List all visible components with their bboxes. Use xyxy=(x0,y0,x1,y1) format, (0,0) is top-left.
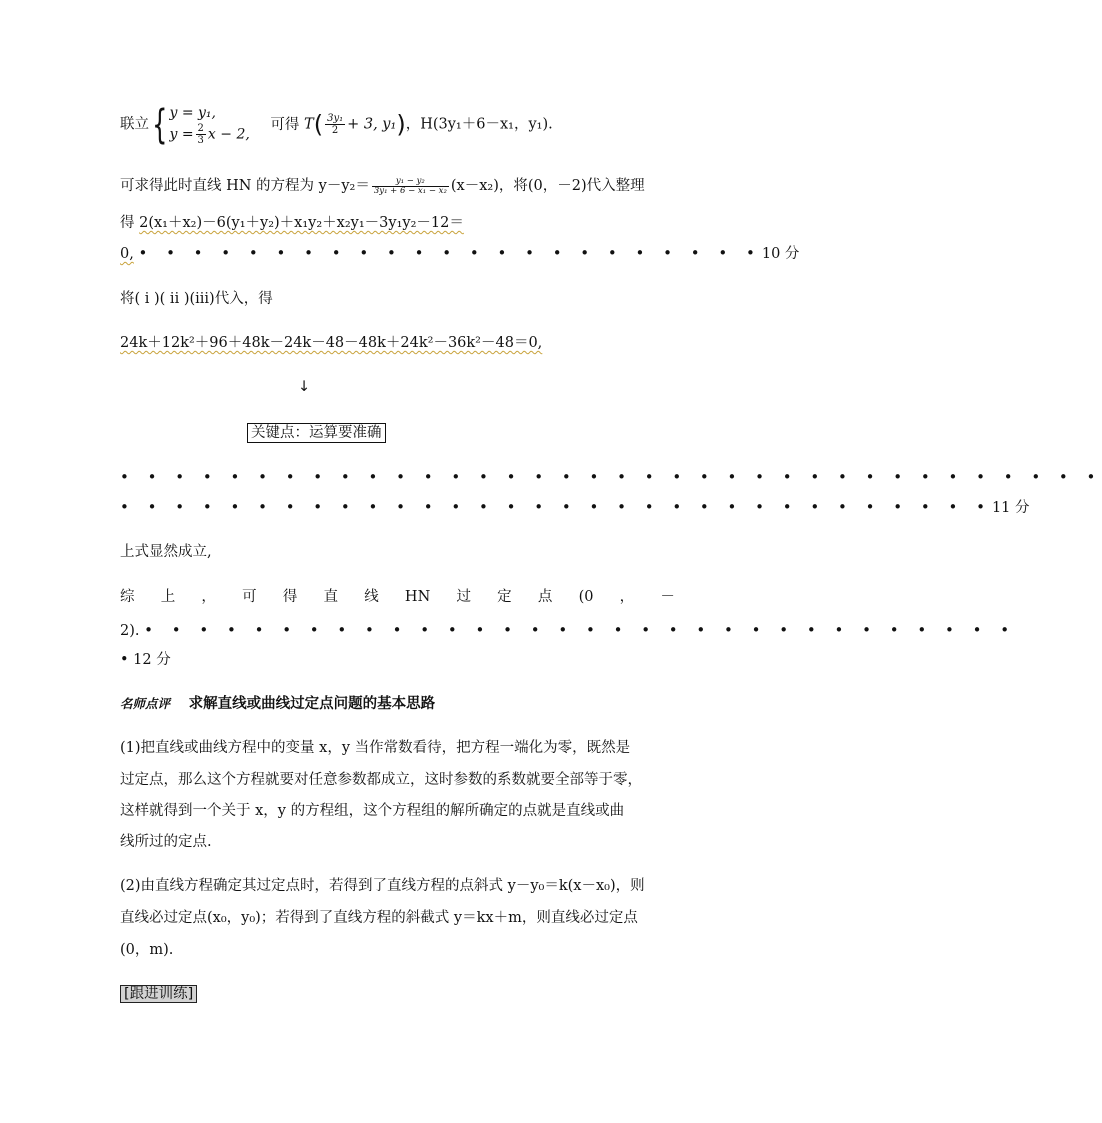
point-T: T xyxy=(304,116,314,133)
summary-word: － xyxy=(660,589,675,605)
right-paren: ) xyxy=(396,110,406,139)
hn-suffix: (x－x₂)，将(0，－2)代入整理 xyxy=(450,178,645,194)
system-line xyxy=(120,103,553,146)
simplified-line xyxy=(120,213,464,233)
summary-word: HN xyxy=(404,589,431,605)
summary-end-line xyxy=(120,620,1016,641)
left-brace: { xyxy=(152,101,168,148)
de-label: 得 xyxy=(120,215,135,231)
point-H: ，H(3y₁＋6－x₁，y₁). xyxy=(405,116,553,133)
dot-leader-3: • • • • • • • • • • • • • • • • • • • • • • • • • • • • • • • • xyxy=(144,621,1017,639)
point-T-rest: + 3, y₁ xyxy=(347,116,397,133)
expanded-equation: 24k＋12k²＋96＋48k－24k－48－48k＋24k²－36k²－48＝0, xyxy=(120,335,543,351)
summary-word: ， xyxy=(619,589,635,605)
summary-end: 2). xyxy=(120,623,140,639)
summary-word: 线 xyxy=(364,589,379,605)
score-11: 11 分 xyxy=(991,500,1030,516)
summary-word: 定 xyxy=(497,589,512,605)
comment-label: 名师点评 xyxy=(120,696,171,711)
para1-line-4: 线所过的定点. xyxy=(120,834,212,850)
dot-leader: • • • • • • • • • • • • • • • • • • • • • • • xyxy=(138,244,762,262)
para2-line-1: (2)由直线方程确定其过定点时，若得到了直线方程的点斜式 y－y₀＝k(x－x₀)，则 xyxy=(120,878,645,894)
hn-prefix: 可求得此时直线 HN 的方程为 y－y₂＝ xyxy=(120,178,370,194)
zero-value: 0, xyxy=(120,246,134,262)
para2-line-2: 直线必过定点(x₀，y₀)；若得到了直线方程的斜截式 y＝kx＋m，则直线必过定点 xyxy=(120,910,638,926)
para1-line-1: (1)把直线或曲线方程中的变量 x，y 当作常数看待，把方程一端化为零，既然是 xyxy=(120,740,631,756)
comment-title: 求解直线或曲线过定点问题的基本思路 xyxy=(188,696,436,712)
dot-leader-line-2: • • • • • • • • • • • • • • • • • • • • • • • • • • • • • • • •11 分 xyxy=(120,498,1030,516)
keypoint-box xyxy=(247,423,386,443)
kede-label: 可得 xyxy=(270,116,300,133)
substitute-line: 将( i )( ii )(iii)代入，得 xyxy=(120,291,273,307)
down-arrow-icon: ↓ xyxy=(298,379,311,395)
hn-fraction: $\frac{\text{y₁ − y₂}}{\text{3y₁ + 6 − x₁ − x₂}}$ xyxy=(373,175,447,196)
summary-word: 点 xyxy=(537,589,553,605)
fraction-T: $\frac{\text{3y₁}}{2}$ xyxy=(327,113,344,136)
score-10: 10 分 xyxy=(761,246,800,262)
comment-heading xyxy=(120,694,435,714)
hn-equation-line xyxy=(120,176,645,196)
summary-word: 得 xyxy=(282,589,298,605)
score-12: • 12 分 xyxy=(120,652,171,668)
expanded-line xyxy=(120,333,542,353)
summary-word: 上 xyxy=(160,589,176,605)
para2-line-3: (0，m). xyxy=(120,942,174,958)
followup-label: [跟进训练] xyxy=(120,985,197,1003)
score-12-line xyxy=(120,650,171,670)
keypoint-text: 关键点：运算要准确 xyxy=(247,423,386,443)
left-paren: ( xyxy=(313,110,324,139)
followup-section xyxy=(120,984,197,1004)
equation-1: y = y₁, xyxy=(169,105,216,121)
equation-system xyxy=(169,103,249,146)
dot-leader-line-1: • • • • • • • • • • • • • • • • • • • • • • • • • • • • • • • • • • • • xyxy=(120,468,1102,486)
summary-word: 可 xyxy=(242,589,257,605)
simplified-equation: 2(x₁＋x₂)－6(y₁＋y₂)＋x₁y₂＋x₂y₁－3y₁y₂－12＝ xyxy=(139,215,464,231)
summary-word: 综 xyxy=(120,589,135,605)
para1-line-3: 这样就得到一个关于 x，y 的方程组，这个方程组的解所确定的点就是直线或曲 xyxy=(120,803,625,819)
obvious-line: 上式显然成立, xyxy=(120,544,212,560)
summary-word: ， xyxy=(201,589,216,605)
score-10-line xyxy=(120,243,799,264)
summary-word: 直 xyxy=(323,589,339,605)
fraction-two-thirds: $\frac{2}{3}$ xyxy=(197,123,204,146)
summary-word: 过 xyxy=(456,589,471,605)
summary-word: (0 xyxy=(578,589,594,605)
para1-line-2: 过定点，那么这个方程就要对任意参数都成立，这时参数的系数就要全部等于零， xyxy=(120,772,642,788)
summary-line xyxy=(120,587,675,607)
lianli-label: 联立 xyxy=(120,116,149,133)
equation-2: y = $\frac{2}{3}$ x − 2, xyxy=(169,123,250,146)
